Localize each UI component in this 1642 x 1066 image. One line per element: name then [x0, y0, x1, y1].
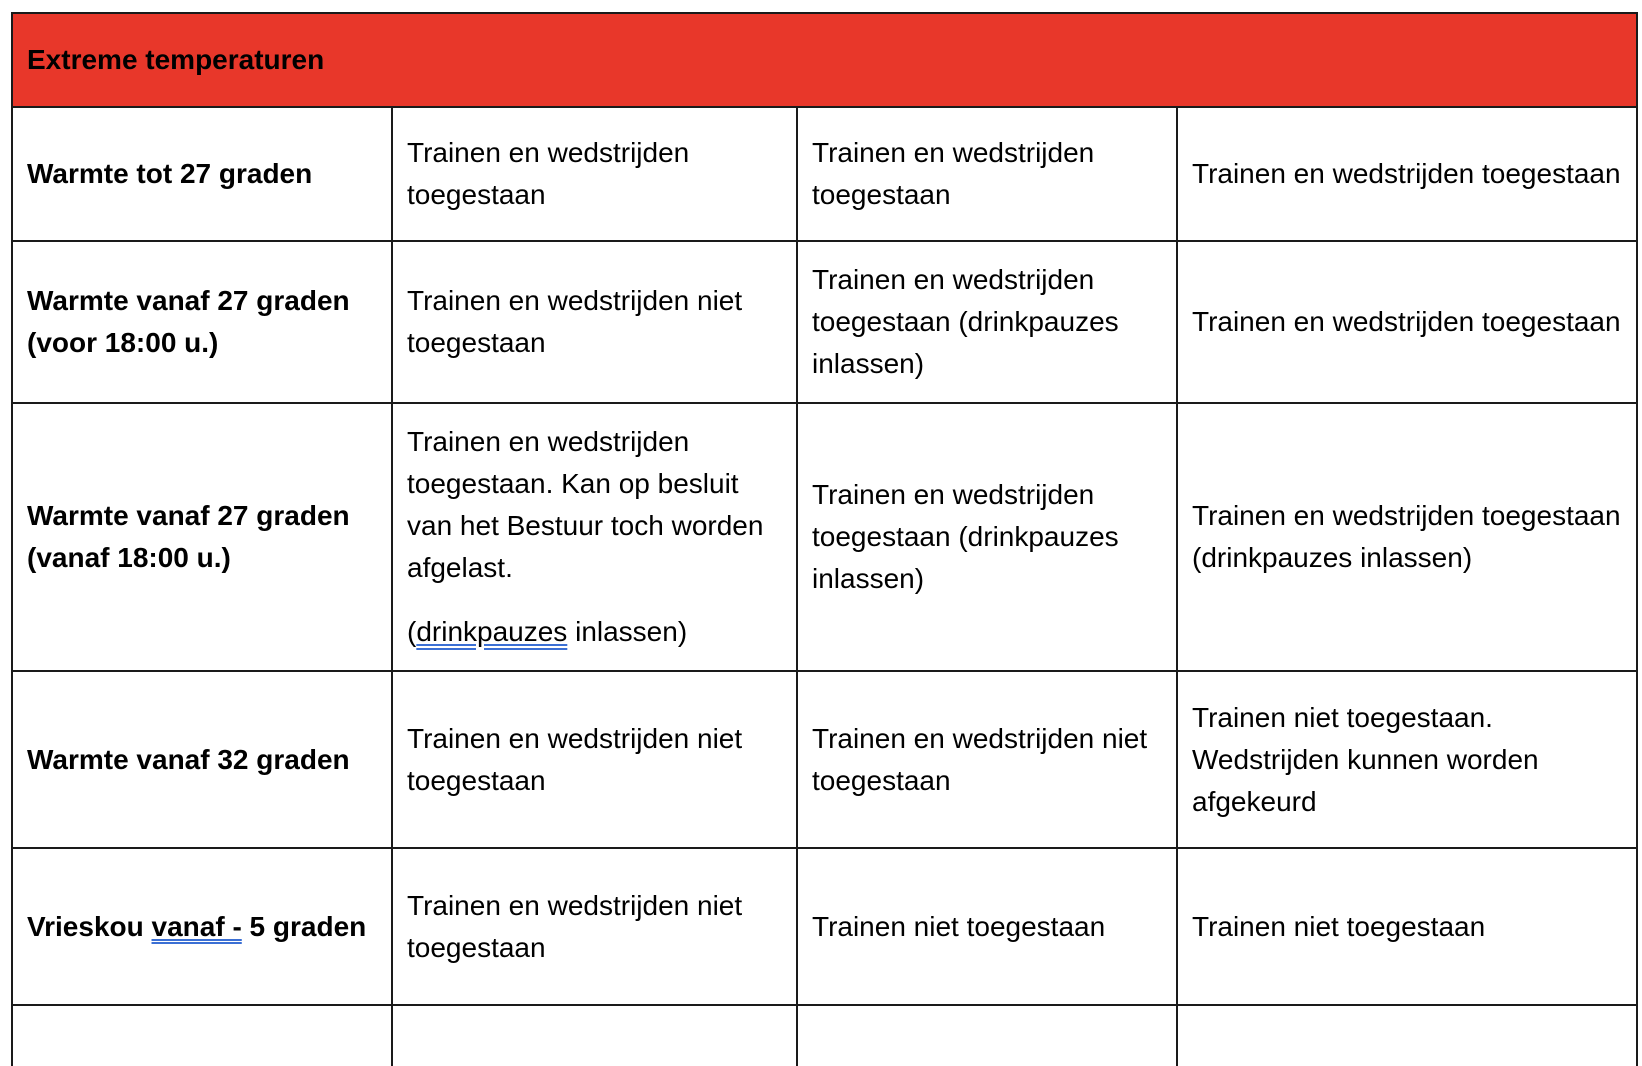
table-row	[12, 107, 1637, 241]
table-cell	[797, 1005, 1177, 1066]
table-row	[12, 403, 1637, 671]
table-cell: Trainen niet toegestaan. Wedstrijden kunnen worden afgekeurd	[1177, 671, 1637, 848]
row-label: Warmte vanaf 32 graden	[12, 671, 392, 848]
spellcheck-word: vanaf -	[151, 910, 242, 942]
table-cell: Trainen en wedstrijden toegestaan	[392, 107, 797, 241]
note-close: inlassen)	[567, 616, 688, 647]
cell-note	[407, 611, 782, 653]
row-label: Warmte vanaf 27 graden (vanaf 18:00 u.)	[12, 403, 392, 671]
table-cell: Trainen en wedstrijden niet toegestaan	[797, 671, 1177, 848]
table-cell	[392, 403, 797, 671]
table-cell	[1177, 1005, 1637, 1066]
table-header-row	[12, 13, 1637, 107]
cell-paragraph: Trainen en wedstrijden toegestaan. Kan op besluit van het Bestuur toch worden afgelast.	[407, 426, 764, 583]
table-row	[12, 671, 1637, 848]
row-label	[12, 848, 392, 1005]
table-cell: Trainen en wedstrijden toegestaan	[1177, 107, 1637, 241]
table-cell: Trainen en wedstrijden niet toegestaan	[392, 848, 797, 1005]
table-cell: Trainen en wedstrijden niet toegestaan	[392, 671, 797, 848]
table-cell: Trainen en wedstrijden toegestaan	[797, 107, 1177, 241]
note-open: (	[407, 616, 417, 647]
label-pre: Vrieskou	[27, 910, 152, 942]
spellcheck-word: drinkpauzes	[416, 616, 568, 647]
label-post: 5 graden	[241, 910, 367, 942]
table-cell	[392, 1005, 797, 1066]
table-row	[12, 848, 1637, 1005]
table-cell: Trainen en wedstrijden toegestaan (drinkpauzes inlassen)	[797, 241, 1177, 403]
row-label: Warmte vanaf 27 graden (voor 18:00 u.)	[12, 241, 392, 403]
table-cell	[12, 1005, 392, 1066]
table-row	[12, 241, 1637, 403]
table-cell: Trainen niet toegestaan	[1177, 848, 1637, 1005]
table-cell: Trainen en wedstrijden niet toegestaan	[392, 241, 797, 403]
table-cell: Trainen en wedstrijden toegestaan (drinkpauzes inlassen)	[797, 403, 1177, 671]
table-cell: Trainen en wedstrijden toegestaan (drinkpauzes inlassen)	[1177, 403, 1637, 671]
table-title: Extreme temperaturen	[12, 13, 1637, 107]
table-cell: Trainen en wedstrijden toegestaan	[1177, 241, 1637, 403]
row-label: Warmte tot 27 graden	[12, 107, 392, 241]
extreme-temperatures-table	[11, 12, 1638, 1066]
table-row-partial	[12, 1005, 1637, 1066]
table-cell: Trainen niet toegestaan	[797, 848, 1177, 1005]
